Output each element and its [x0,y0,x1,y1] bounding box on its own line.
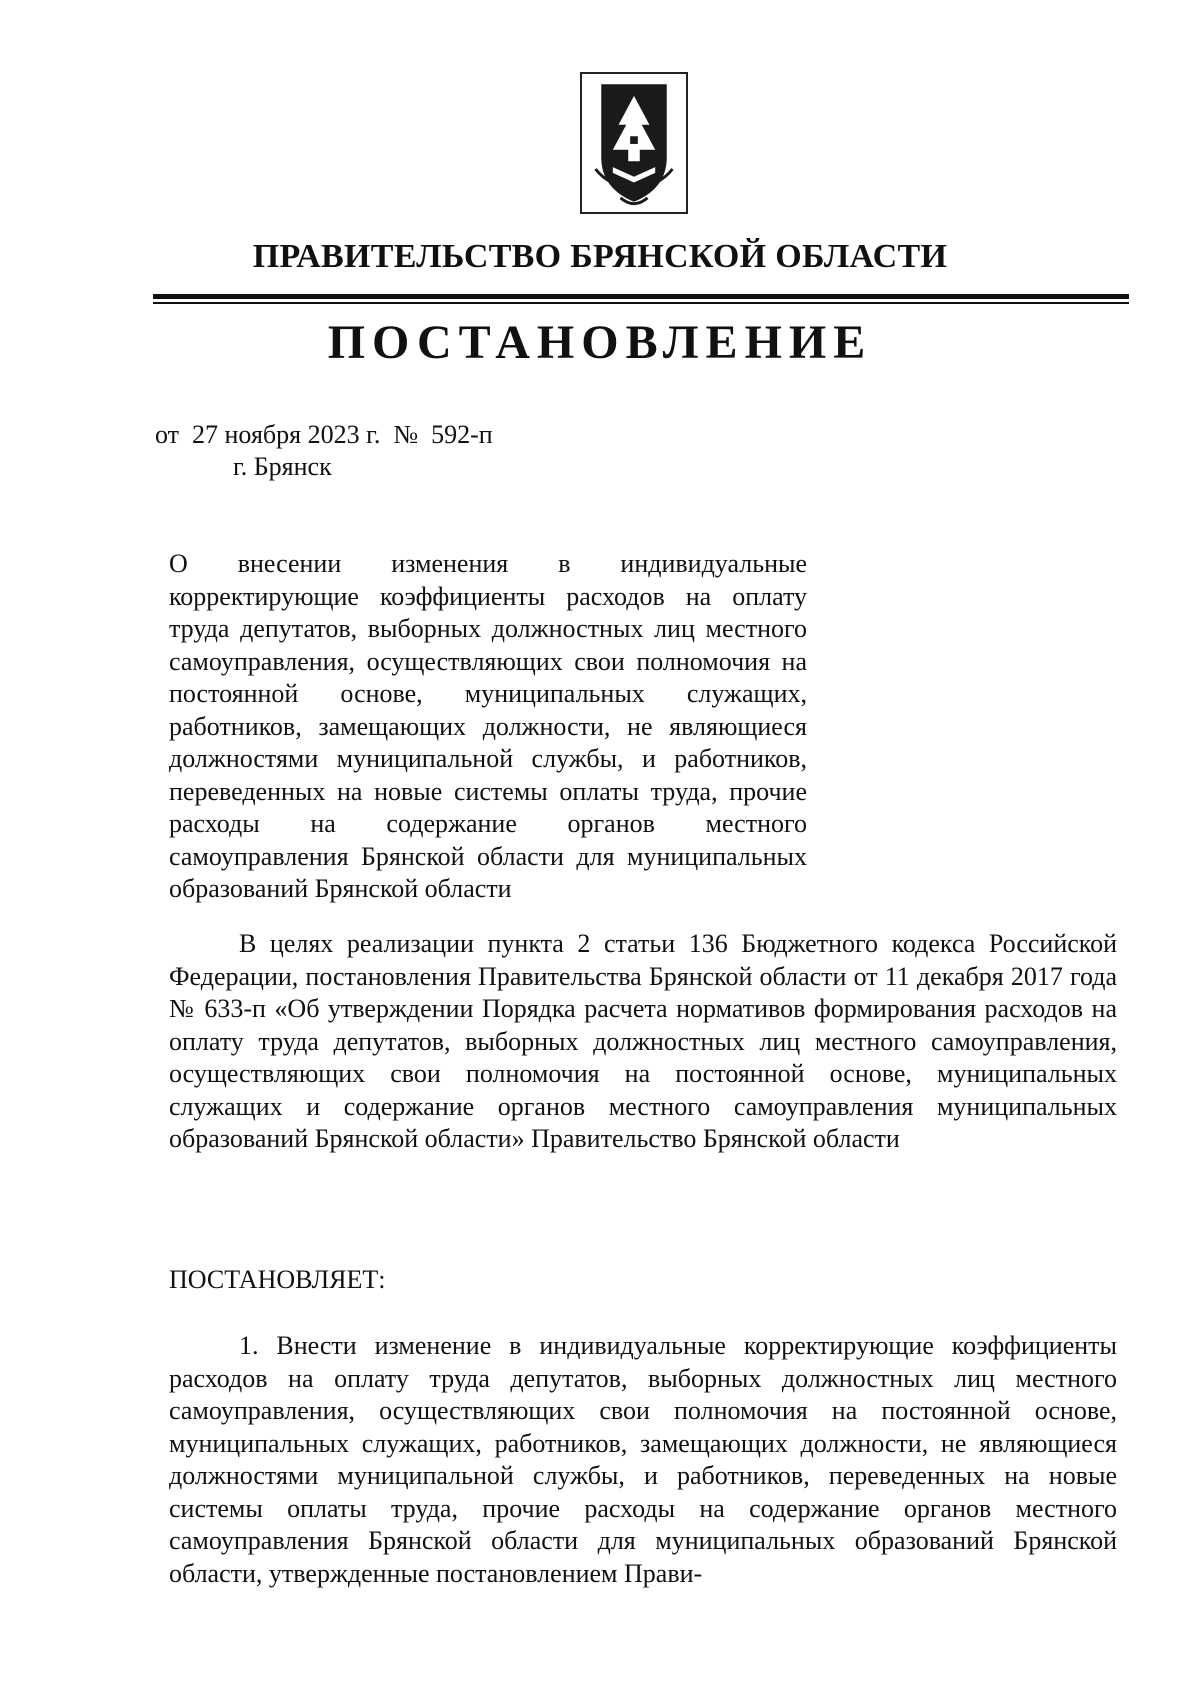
document-subject: О внесении изменения в индивидуальные корректирующие коэффициенты расходов на оплату труда депутатов, выборных должностных лиц местного самоуправления, осуществляющих свои полномочия на постоянной основе, муниципальных служащих, работников, замещающих должности, не являющиеся должностями муниципальной службы, и работников, переведенных на новые системы оплаты труда, прочие расходы на содержание органов местного самоуправления Брянской области для муниципальных образований Брянской области [169,549,807,903]
decree-word: ПОСТАНОВЛЯЕТ: [169,1265,386,1294]
header-rule-thick [153,294,1129,299]
document-type-title: ПОСТАНОВЛЕНИЕ [327,316,873,369]
city-line: г. Брянск [233,452,332,481]
organization-title: ПРАВИТЕЛЬСТВО БРЯНСКОЙ ОБЛАСТИ [252,238,948,275]
date-number-line: от 27 ноября 2023 г. № 592-п [155,420,493,449]
coat-of-arms-emblem [580,72,688,214]
clause-block [169,1330,1117,1590]
coat-of-arms-icon [582,74,686,212]
clause-1-paragraph: 1. Внести изменение в индивидуальные корректирующие коэффициенты расходов на оплату труда депутатов, выборных должностных лиц местного самоуправления, осуществляющих свои полномочия на постоянной основе, муниципальных служащих, работников, замещающих должности, не являющиеся должностями муниципальной службы, и работников, переведенных на новые системы оплаты труда, прочие расходы на содержание органов местного самоуправления Брянской области для муниципальных образований Брянской области, утвержденные постановлением Прави- [169,1331,1117,1588]
preamble-paragraph: В целях реализации пункта 2 статьи 136 Бюджетного кодекса Российской Федерации, постановления Правительства Брянской области от 11 декабря 2017 года № 633-п «Об утверждении Порядка расчета нормативов формирования расходов на оплату труда депутатов, выборных должностных лиц местного самоуправления, осуществляющих свои полномочия на постоянной основе, муниципальных служащих и содержание органов местного самоуправления муниципальных образований Брянской области» Правительство Брянской области [169,929,1117,1153]
preamble-block [169,928,1117,1156]
header-rule-thin [153,302,1129,304]
